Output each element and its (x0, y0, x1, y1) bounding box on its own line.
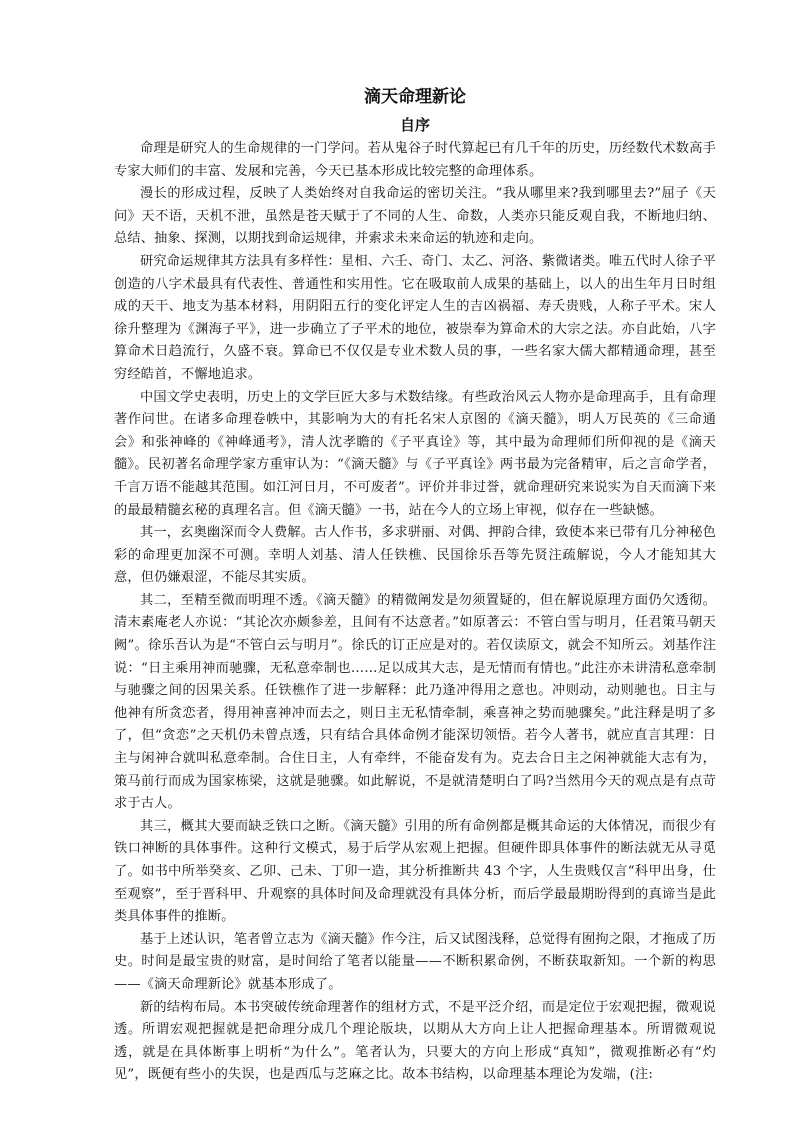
paragraph: 研究命运规律其方法具有多样性：星相、六壬、奇门、太乙、河洛、紫微诸类。唯五代时人徐子平创造的八字术最具有代表性、普通性和实用性。它在吸取前人成果的基础上，以人的出生年月日时组成的天干、地支为基本材料，用阴阳五行的变化评定人生的吉凶祸福、寿夭贵贱，人称子平术。宋人徐升整理为《渊海子平》，进一步确立了子平术的地位，被崇奉为算命术的大宗之法。亦自此始，八字算命术日趋流行，久盛不衰。算命已不仅仅是专业术数人员的事，一些名家大儒大都精通命理，甚至穷经皓首，不懈地追求。 (114, 253, 716, 382)
paragraph: 新的结构布局。本书突破传统命理著作的组材方式，不是平泛介绍，而是定位于宏观把握，微观说透。所谓宏观把握就是把命理分成几个理论版块，以期从大方向上让人把握命理基本。所谓微观说透，就是在具体断事上明析“为什么”。笔者认为，只要大的方向上形成“真知”，微观推断必有“灼见”，既便有些小的失误，也是西瓜与芝麻之比。故本书结构，以命理基本理论为发端，(注: (114, 999, 716, 1083)
preface-body (114, 138, 716, 1087)
document-page (114, 82, 716, 1087)
paragraph: 命理是研究人的生命规律的一门学问。若从鬼谷子时代算起已有几千年的历史，历经数代术数高手专家大师们的丰富、发展和完善，今天已基本形成比较完整的命理体系。 (114, 141, 716, 179)
paragraph: 其二，至精至微而明理不透。《滴天髓》的精微阐发是勿须置疑的，但在解说原理方面仍欠透彻。清末素庵老人亦说：“其论次亦颇参差，且间有不达意者。”如原著云：不管白雪与明月，任君策马朝天阙”。徐乐吾认为是“不管白云与明月”。徐氏的订正应是对的。若仅读原文，就会不知所云。刘基作注说：“日主乘用神而驰骤，无私意牵制也……足以成其大志，是无情而有情也。”此注亦未讲清私意牵制与驰骤之间的因果关系。任铁樵作了进一步解释：此乃逢冲得用之意也。冲则动，动则驰也。日主与他神有所贪恋者，得用神喜神冲而去之，则日主无私情牵制，乘喜神之势而驰骤矣。”此注释是明了多了，但“贪恋”之天机仍未曾点透，只有结合具体命例才能深切领悟。若今人著书，就应直言其理：日主与闲神合就叫私意牵制。合住日主，人有牵绊，不能奋发有为。克去合日主之闲神就能大志有为，策马前行而成为国家栋梁，这就是驰骤。如此解说，不是就清楚明白了吗?当然用今天的观点是有点苛求于古人。 (114, 592, 716, 812)
paragraph: 基于上述认识，笔者曾立志为《滴天髓》作今注，后又试图浅释，总觉得有囿拘之限，才拖成了历史。时间是最宝贵的财富，是时间给了笔者以能量——不断积累命例，不断获取新知。一个新的构思——《滴天命理新论》就基本形成了。 (114, 931, 716, 992)
paragraph: 其一，玄奥幽深而令人费解。古人作书，多求骈丽、对偶、押韵合律，致使本来已带有几分神秘色彩的命理更加深不可测。幸明人刘基、清人任铁樵、民国徐乐吾等先贤注疏解说，今人才能知其大意，但仍嫌艰涩，不能尽其实质。 (114, 525, 716, 586)
paragraph: 漫长的形成过程，反映了人类始终对自我命运的密切关注。“我从哪里来?我到哪里去?”屈子《天问》天不语，天机不泄，虽然是苍天赋于了不同的人生、命数，人类亦只能反观自我，不断地归纳、总结、抽象、探测，以期找到命运规律，并索求未来命运的轨迹和走向。 (114, 186, 716, 247)
preface-heading: 自序 (399, 116, 430, 134)
document-title: 滴天命理新论 (364, 87, 466, 107)
paragraph: 中国文学史表明，历史上的文学巨匠大多与术数结缘。有些政治风云人物亦是命理高手，且有命理著作问世。在诸多命理卷帙中，其影响为大的有托名宋人京图的《滴天髓》，明人万民英的《三命通会》和张神峰的《神峰通考》，清人沈孝瞻的《子平真诠》等，其中最为命理师们所仰视的是《滴天髓》。民初著名命理学家方重审认为：“《滴天髓》与《子平真诠》两书最为完备精审，后之言命学者，千言万语不能越其范围。如江河日月，不可废者”。评价并非过誉，就命理研究来说实为自天而滴下来的最最精髓玄秘的真理名言。但《滴天髓》一书，站在今人的立场上审视，似存在一些缺憾。 (114, 389, 716, 518)
paragraph: 其三，概其大要而缺乏铁口之断。《滴天髓》引用的所有命例都是概其命运的大体情况，而很少有铁口神断的具体事件。这种行文模式，易于后学从宏观上把握。但硬件即具体事件的断法就无从寻觅了。如书中所举癸亥、乙卯、己未、丁卯一造，其分析推断共 43 个字，人生贵贱仅言“科甲出身，仕至观察”，至于晋科甲、升观察的具体时间及命理就没有具体分析，而后学最最期盼得到的真谛当是此类具体事件的推断。 (114, 818, 716, 925)
